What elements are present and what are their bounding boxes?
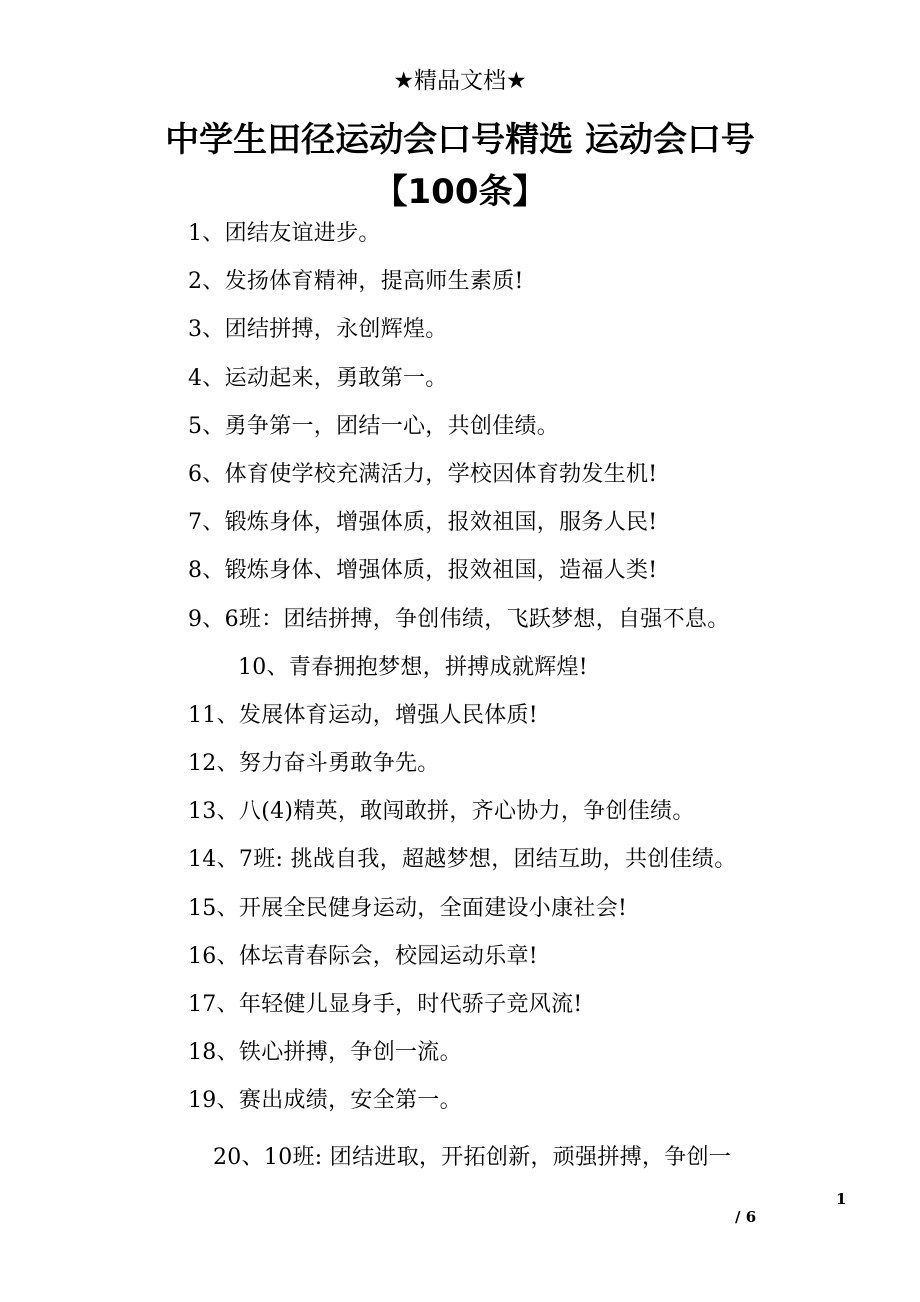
- slogan-item: 6、体育使学校充满活力，学校因体育勃发生机!: [188, 461, 658, 487]
- slogan-item: 4、运动起来，勇敢第一。: [188, 365, 448, 391]
- slogan-item: 19、赛出成绩，安全第一。: [188, 1088, 462, 1114]
- slogan-item: 17、年轻健儿显身手，时代骄子竞风流!: [188, 992, 583, 1017]
- slogan-item: 5、勇争第一，团结一心，共创佳绩。: [188, 413, 560, 439]
- slogan-item: 3、团结拼搏，永创辉煌。: [188, 317, 448, 343]
- slogan-item: 12、努力奋斗勇敢争先。: [188, 751, 440, 777]
- slogan-item: 2、发扬体育精神，提高师生素质!: [188, 269, 524, 295]
- slogan-item: 11、发展体育运动，增强人民体质!: [188, 702, 538, 728]
- slogan-list: [0, 210, 920, 1182]
- slogan-item: 13、八(4)精英，敢闯敢拼，齐心协力，争创佳绩。: [188, 799, 695, 825]
- slogan-item: 18、铁心拼搏，争创一流。: [188, 1040, 462, 1066]
- document-header: ★精品文档★: [393, 68, 527, 94]
- slogan-item: 1、团结友谊进步。: [188, 221, 381, 246]
- page-number: 1: [836, 1190, 847, 1208]
- slogan-item: 16、体坛青春际会，校园运动乐章!: [188, 943, 538, 969]
- slogan-item: 14、7班: 挑战自我，超越梦想，团结互助，共创佳绩。: [188, 847, 737, 873]
- slogan-item: 7、锻炼身体，增强体质，报效祖国，服务人民!: [188, 510, 658, 536]
- document-title: [60, 114, 860, 218]
- slogan-item: 15、开展全民健身运动，全面建设小康社会!: [188, 895, 628, 921]
- slogan-item: 10、青春拥抱梦想，拼搏成就辉煌!: [238, 654, 588, 680]
- slogan-item: 9、6班：团结拼搏，争创伟绩，飞跃梦想，自强不息。: [188, 606, 730, 632]
- page-total: / 6: [735, 1208, 757, 1226]
- slogan-item: 8、锻炼身体、增强体质，报效祖国，造福人类!: [188, 558, 658, 584]
- title-line-1: 中学生田径运动会口号精选 运动会口号: [165, 120, 755, 160]
- title-line-2: 【100条】: [373, 172, 547, 212]
- slogan-item: 20、10班: 团结进取，开拓创新，顽强拼搏，争创一: [213, 1144, 732, 1170]
